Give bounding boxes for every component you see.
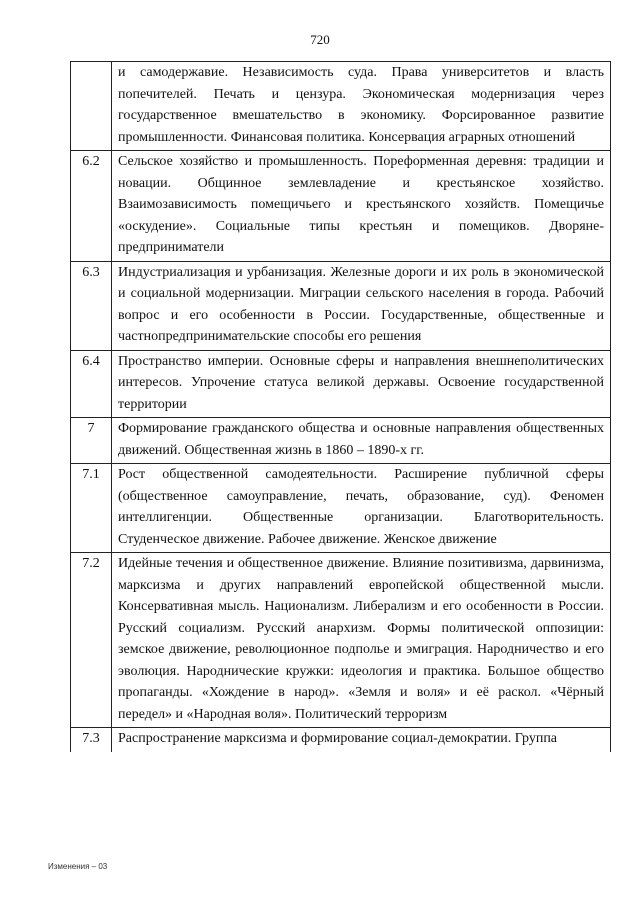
footer-revision: Изменения – 03 [48, 862, 108, 871]
table-row [71, 350, 611, 418]
row-text: Формирование гражданского общества и основные направления общественных движений. Общественная жизнь в 1860 – 1890-х гг. [112, 418, 611, 464]
row-text: и самодержавие. Независимость суда. Права университетов и власть попечителей. Печать и цензура. Экономическая модернизация через государственное вмешательство в экономику. Форсированное развитие промышленности. Финансовая политика. Консервация аграрных отношений [112, 62, 611, 151]
row-number [71, 62, 112, 151]
table-row [71, 464, 611, 553]
table-row [71, 151, 611, 262]
table-row [71, 62, 611, 151]
table-row [71, 418, 611, 464]
row-number: 7 [71, 418, 112, 464]
row-text: Рост общественной самодеятельности. Расширение публичной сферы (общественное самоуправление, печать, образование, суд). Феномен интеллигенции. Общественные организации. Благотворительность. Студенческое движение. Рабочее движение. Женское движение [112, 464, 611, 553]
row-number: 6.4 [71, 350, 112, 418]
row-number: 7.2 [71, 553, 112, 728]
table-row [71, 261, 611, 350]
row-text: Индустриализация и урбанизация. Железные дороги и их роль в экономической и социальной модернизации. Миграции сельского населения в города. Рабочий вопрос и его особенности в России. Государственные, общественные и частнопредпринимательские способы его решения [112, 261, 611, 350]
row-number: 6.2 [71, 151, 112, 262]
table-row [71, 553, 611, 728]
row-text: Идейные течения и общественное движение. Влияние позитивизма, дарвинизма, марксизма и других направлений европейской общественной мысли. Консервативная мысль. Национализм. Либерализм и его особенности в России. Русский социализм. Русский анархизм. Формы политической оппозиции: земское движение, революционное подполье и эмиграция. Народничество и его эволюция. Народнические кружки: идеология и практика. Большое общество пропаганды. «Хождение в народ». «Земля и воля» и её раскол. «Чёрный передел» и «Народная воля». Политический терроризм [112, 553, 611, 728]
row-text: Пространство империи. Основные сферы и направления внешнеполитических интересов. Упрочение статуса великой державы. Освоение государственной территории [112, 350, 611, 418]
row-number: 7.3 [71, 728, 112, 752]
row-text: Распространение марксизма и формирование социал-демократии. Группа [112, 728, 611, 752]
content-table [70, 61, 611, 752]
row-number: 7.1 [71, 464, 112, 553]
row-text: Сельское хозяйство и промышленность. Пореформенная деревня: традиции и новации. Общинное землевладение и крестьянское хозяйство. Взаимозависимость помещичьего и крестьянского хозяйств. Помещичье «оскудение». Социальные типы крестьян и помещиков. Дворяне-предприниматели [112, 151, 611, 262]
row-number: 6.3 [71, 261, 112, 350]
page-number: 720 [310, 32, 330, 47]
table-row [71, 728, 611, 752]
